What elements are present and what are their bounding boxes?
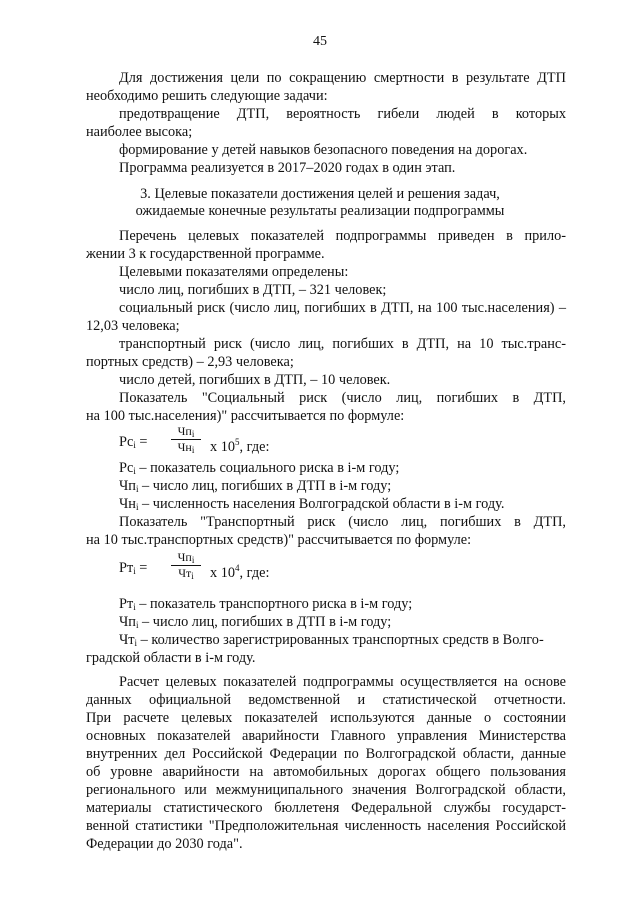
para-1-line-1: Перечень целевых показателей подпрограммы приведен в прило-: [119, 228, 566, 244]
formula-2-numerator: Чп: [177, 550, 192, 564]
final-line-2: данных официальной ведомственной и статистической отчетности.: [86, 692, 566, 708]
intro-line-2: необходимо решить следующие задачи:: [86, 88, 328, 104]
para-2: Целевыми показателями определены:: [119, 264, 349, 280]
formula-2-multiplier: x 10: [210, 564, 236, 581]
indicator-2-line-2: 12,03 человека;: [86, 318, 180, 334]
page-number: 45: [313, 34, 327, 49]
formula-2-fraction: $Чп_i$ $Чт_i$: [171, 550, 201, 581]
indicator-3-line-1: транспортный риск (число лиц, погибших в ДТП, на 10 тыс.транс-: [119, 336, 566, 352]
indicator-1: число лиц, погибших в ДТП, – 321 человек;: [119, 282, 387, 298]
task-1-line-2: наиболее высока;: [86, 124, 193, 140]
formula-2-denominator: Чт: [178, 566, 192, 580]
formula-1-lhs: Рс: [119, 434, 134, 450]
section-heading-line-2: ожидаемые конечные результаты реализации подпрограммы: [135, 203, 505, 219]
final-line-1: Расчет целевых показателей подпрограммы осуществляется на основе: [119, 674, 566, 690]
def-2-3-line-2: градской области в i-м году.: [86, 650, 256, 666]
formula-1-numerator: Чп: [177, 424, 192, 438]
formula-2-exponent: 4: [235, 563, 240, 573]
task-2: формирование у детей навыков безопасного поведения на дорогах.: [119, 142, 528, 158]
formula-2-intro-line-2: на 10 тыс.транспортных средств)" рассчитывается по формуле:: [86, 532, 472, 548]
formula-1-tail: , где:: [239, 438, 270, 455]
final-line-6: об уровне аварийности на автомобильных дорогах общего пользования: [86, 764, 566, 780]
formula-2-tail: , где:: [239, 564, 270, 581]
formula-1-intro-line-1: Показатель "Социальный риск (число лиц, погибших в ДТП,: [119, 390, 566, 406]
formula-1-multiplier: x 10: [210, 438, 236, 455]
def-2-2: $Чп_i$ – число лиц, погибших в ДТП в i-м году;: [119, 614, 392, 630]
formula-1-intro-line-2: на 100 тыс.населения)" рассчитывается по формуле:: [86, 408, 405, 424]
indicator-3-line-2: портных средств) – 2,93 человека;: [86, 354, 294, 370]
program-period: Программа реализуется в 2017–2020 годах в один этап.: [119, 160, 456, 176]
formula-1-exponent: 5: [235, 437, 240, 447]
def-2-1: $Рт_i$ – показатель транспортного риска в i-м году;: [119, 596, 413, 612]
final-line-9: венной статистики "Предположительная численность населения Российской: [86, 818, 566, 834]
document-page: 45 Для достижения цели по сокращению смертности в результате ДТП необходимо решить следующие задачи: предотвращение ДТП, вероятность гибели людей в которых наиболее высока; формирование у детей навыков безопасного поведения на дорогах. Программа реализуется в 2017–2020 годах в один этап. 3. Целевые показатели достижения целей и решения задач, ожидаемые конечные результаты реализации подпрограммы Перечень целевых показателей подпрограммы приведен в прило- жении 3 к государственной программе. Целевыми показателями определены: число лиц, погибших в ДТП, – 321 человек; социальный риск (число лиц, погибших в ДТП, на 100 тыс.населения) – 12,03 человека; транспортный риск (число лиц, погибших в ДТП, на 10 тыс.транс- портных средств) – 2,93 человека; число детей, погибших в ДТП, – 10 человек. Показатель "Социальный риск (число лиц, погибших в ДТП, на 100 тыс.населения)" рассчитывается по формуле: $Рс_i$ = $Чп_i$ $Чн_i$ x $10^5$, где: $Рс_i$ – показатель социального риска в i-м году; $Чп_i$ – число лиц, погибших в ДТП в i-м году; $Чн_i$ – численность населения Волгоградской области в i-м году. Показатель "Транспортный риск (число лиц, погибших в ДТП, на 10 тыс.транспортных средств)" рассчитывается по формуле: $Рт_i$ = $Чп_i$ $Чт_i$ x $10^4$, где: $Рт_i$ – показатель транспортного риска в i-м году; $Чп_i$ – число лиц, погибших в ДТП в i-м году; $Чт_i$ – количество зарегистрированных транспортных средств в Волго- градской области в i-м году. Расчет целевых показателей подпрограммы осуществляется на основе данных официальной ведомственной и статистической отчетности. При расчете целевых показателей используются данные о состоянии основных показателей аварийности Главного управления Министерства внутренних дел Российской Федерации по Волгоградской области, данные об уровне аварийности на автомобильных дорогах общего пользования регионального или межмуниципального значения Волгоградской области, материалы статистического бюллетеня Федеральной службы государст- венной статистики "Предположительная численность населения Российской Федерации до 2030 года".: [0, 0, 640, 905]
section-heading-line-1: 3. Целевые показатели достижения целей и решения задач,: [140, 186, 500, 202]
def-1-1: $Рс_i$ – показатель социального риска в i-м году;: [119, 460, 400, 476]
formula-2-eq: =: [139, 560, 148, 576]
formula-1-fraction: $Чп_i$ $Чн_i$: [171, 424, 201, 455]
final-line-4: основных показателей аварийности Главного управления Министерства: [86, 728, 566, 744]
def-2-3: $Чт_i$ – количество зарегистрированных транспортных средств в Волго-: [119, 632, 544, 648]
def-1-2: $Чп_i$ – число лиц, погибших в ДТП в i-м году;: [119, 478, 392, 494]
final-line-10: Федерации до 2030 года".: [86, 836, 243, 852]
para-1-line-2: жении 3 к государственной программе.: [86, 246, 325, 262]
indicator-4: число детей, погибших в ДТП, – 10 человек.: [119, 372, 391, 388]
final-line-8: материалы статистического бюллетеня Федеральной службы государст-: [86, 800, 566, 816]
formula-1-eq: =: [139, 434, 148, 450]
final-line-7: регионального или межмуниципального значения Волгоградской области,: [86, 782, 566, 798]
final-line-3: При расчете целевых показателей используются данные о состоянии: [86, 710, 566, 726]
intro-line-1: Для достижения цели по сокращению смертности в результате ДТП: [119, 70, 566, 86]
final-line-5: внутренних дел Российской Федерации по Волгоградской области, данные: [86, 746, 566, 762]
def-1-3: $Чн_i$ – численность населения Волгоградской области в i-м году.: [119, 496, 505, 512]
task-1-line-1: предотвращение ДТП, вероятность гибели людей в которых: [119, 106, 566, 122]
formula-2-intro-line-1: Показатель "Транспортный риск (число лиц, погибших в ДТП,: [119, 514, 566, 530]
indicator-2-line-1: социальный риск (число лиц, погибших в ДТП, на 100 тыс.населения) –: [119, 300, 566, 316]
formula-2-lhs: Рт: [119, 560, 134, 576]
formula-1-denominator: Чн: [177, 440, 192, 454]
